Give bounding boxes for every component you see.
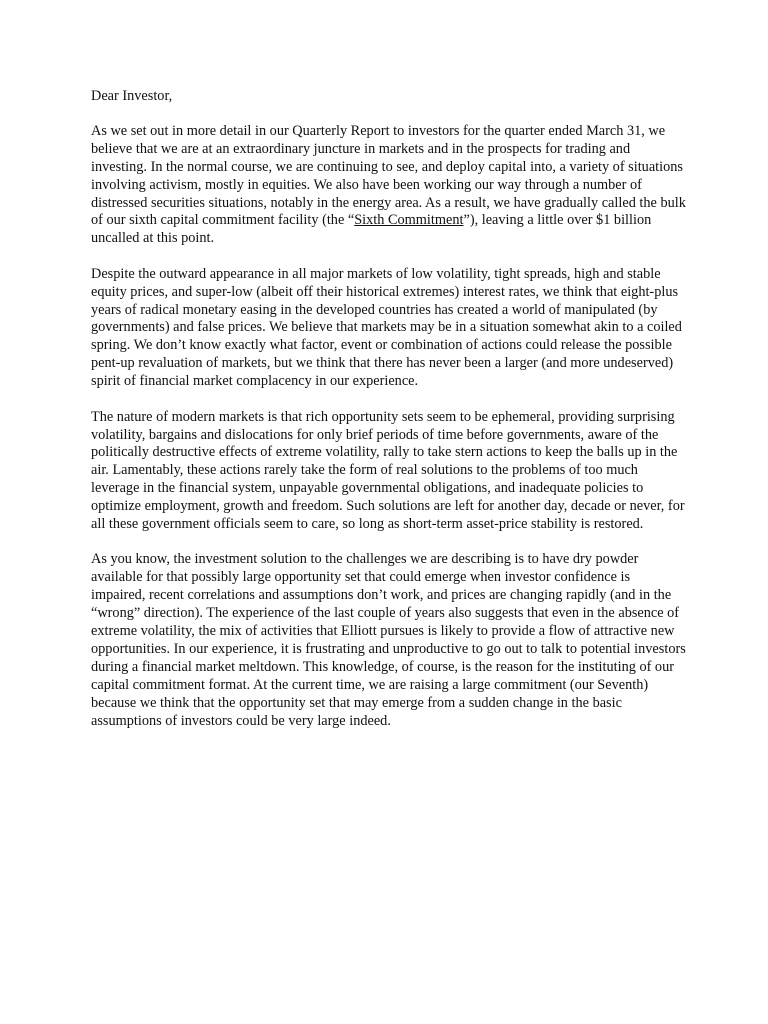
letter-body [91,88,687,748]
paragraph-3: The nature of modern markets is that rich opportunity sets seem to be ephemeral, providing surprising volatility, bargains and dislocations for only brief periods of time before governments, aware of the politically destructive effects of extreme volatility, rally to take stern actions to keep the balls up in the air. Lamentably, these actions rarely take the form of real solutions to the problems of too much leverage in the financial system, unpayable governmental obligations, and inadequate policies to optimize employment, growth and freedom. Such solutions are left for another day, decade or never, for all these government officials seem to care, so long as short-term asset-price stability is restored. [91,408,685,533]
paragraph-2: Despite the outward appearance in all major markets of low volatility, tight spreads, high and stable equity prices, and super-low (albeit off their historical extremes) interest rates, we think that eight-plus years of radical monetary easing in the developed countries has created a world of manipulated (by governments) and false prices. We believe that markets may be in a situation somewhat akin to a coiled spring. We don’t know exactly what factor, event or combination of actions could release the possible pent-up revaluation of markets, but we think that there has never been a larger (and more undeserved) spirit of financial market complacency in our experience. [91,265,682,390]
sixth-commitment-term: Sixth Commitment [354,212,464,229]
paragraph-1 [91,123,687,248]
salutation: Dear Investor, [91,88,173,104]
paragraph-1-text-end: ”), leaving a little over $1 billion uncalled at this point. [91,212,652,247]
paragraph-1-text: As we set out in more detail in our Quarterly Report to investors for the quarter ended March 31, we believe that we are at an extraordinary juncture in markets and in the prospects for trading and investing. In the normal course, we are continuing to see, and deploy capital into, a variety of situations involving activism, mostly in equities. We also have been working our way through a number of distressed securities situations, notably in the energy area. As a result, we have gradually called the bulk of our sixth capital commitment facility (the “ [91,122,686,229]
paragraph-4: As you know, the investment solution to the challenges we are describing is to have dry powder available for that possibly large opportunity set that could emerge when investor confidence is impaired, recent correlations and assumptions don’t work, and prices are changing rapidly (and in the “wrong” direction). The experience of the last couple of years also suggests that even in the absence of extreme volatility, the mix of activities that Elliott pursues is likely to provide a flow of attractive new opportunities. In our experience, it is frustrating and unproductive to go out to talk to potential investors during a financial market meltdown. This knowledge, of course, is the reason for the instituting of our capital commitment format. At the current time, we are raising a large commitment (our Seventh) because we think that the opportunity set that may emerge from a sudden change in the basic assumptions of investors could be very large indeed. [91,551,686,729]
